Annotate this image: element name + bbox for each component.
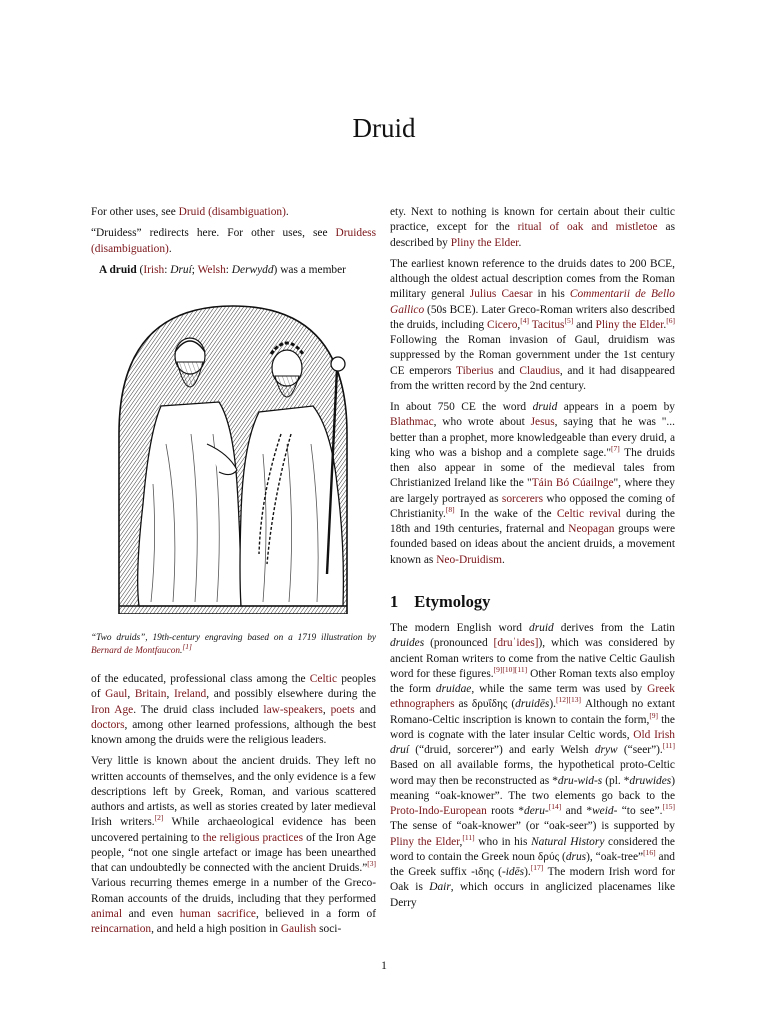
religious-practices-link[interactable]: the religious practices (202, 831, 304, 844)
tacitus-link[interactable]: Tacitus (531, 318, 565, 331)
celtic-link[interactable]: Celtic (309, 673, 337, 685)
ref-2[interactable]: [2] (154, 813, 164, 823)
ref-16[interactable]: [16] (643, 847, 656, 857)
paragraph-little-known: Very little is known about the ancient druids. They left no written accounts of themselves, and the only evidence is a few descriptions left by Greek, Roman, and various scattered authors and artists, as well as stories created by later medieval Irish writers.[2] While archaeological evidence has been uncovered pertaining to the religious practices of the Iron Age people, “not one single artefact or image has been unearthed that can undoubtedly be connected with the ancient Druids.”[3] Various recurring themes emerge in a number of the Greco-Roman accounts of the druids, including that they performed animal and even human sacrifice, believed in a form of reincarnation, and held a high position in Gaulish soci- (91, 755, 376, 935)
gaul-link[interactable]: Gaul (105, 688, 128, 701)
hatnote: For other uses, see Druid (disambiguation). (91, 206, 289, 218)
druid-disambiguation-link[interactable]: Druid (disambiguation) (178, 206, 286, 218)
doctors-link[interactable]: doctors (91, 718, 125, 731)
tiberius-link[interactable]: Tiberius (456, 364, 494, 377)
ref-15[interactable]: [15] (662, 802, 675, 812)
julius-caesar-link[interactable]: Julius Caesar (469, 288, 533, 301)
ref-14[interactable]: [14] (548, 802, 562, 812)
two-druids-engraving (91, 284, 376, 614)
ref-8[interactable]: [8] (445, 504, 455, 514)
welsh-link[interactable]: Welsh (197, 263, 226, 276)
ref-4[interactable]: [4] (520, 315, 530, 325)
cicero-link[interactable]: Cicero (487, 318, 518, 331)
law-speakers-link[interactable]: law-speakers (263, 703, 323, 716)
page-title: Druid (352, 113, 416, 143)
druids-engraving-image (91, 284, 376, 614)
ref-11[interactable]: [11] (662, 741, 675, 751)
pliny-link[interactable]: Pliny the Elder (450, 236, 519, 249)
greek-ethnographers-link[interactable]: Greek ethnographers (390, 683, 675, 711)
montfaucon-link[interactable]: Bernard de Montfaucon (91, 645, 180, 656)
poets-link[interactable]: poets (330, 703, 355, 716)
figure-caption: “Two druids”, 19th-century engraving based on a 1719 illustration by Bernard de Montfaucon.[1] (91, 633, 376, 656)
celtic-revival-link[interactable]: Celtic revival (556, 507, 621, 520)
right-column (390, 205, 675, 917)
reincarnation-link[interactable]: reincarnation (91, 923, 152, 935)
ireland-link[interactable]: Ireland (173, 688, 207, 701)
paragraph-earliest-reference: The earliest known reference to the druids dates to 200 BCE, although the oldest actual description comes from the Roman military general Julius Caesar in his Commentarii de Bello Gallico (50s BCE). Later Greco-Roman writers also described the druids, including Cicero,[4] Tacitus[5] and Pliny the Elder.[6] Following the Roman invasion of Gaul, druidism was suppressed by the Roman government under the 1st century CE emperors Tiberius and Claudius, and it had disappeared from the written record by the 2nd century. (390, 257, 675, 392)
ref-11b[interactable]: [11] (462, 832, 475, 842)
left-column (91, 205, 376, 943)
irish-link[interactable]: Irish (143, 263, 165, 276)
ref-9b[interactable]: [9] (649, 710, 659, 720)
pronunciation-link[interactable]: [druˈides] (493, 637, 539, 650)
hatnote-druidess: “Druidess” redirects here. For other uses, see Druidess (disambiguation). (91, 227, 376, 255)
gaulish-link[interactable]: Gaulish (280, 923, 317, 935)
pie-link[interactable]: Proto-Indo-European (390, 805, 487, 817)
sorcerers-link[interactable]: sorcerers (501, 492, 544, 505)
neopagan-link[interactable]: Neopagan (568, 523, 615, 535)
page-number: 1 (381, 960, 387, 972)
pliny-link-2[interactable]: Pliny the Elder (595, 318, 664, 331)
paragraph-etymology: The modern English word druid derives from the Latin druides (pronounced [druˈides]), which was considered by ancient Roman writers to come from the native Celtic Gaulish word for these figures.[9][10][11] Other Roman texts also employ the form druidae, while the same term was used by Greek ethnographers as δρυΐδης (druidēs).[12][13] Although no extant Romano-Celtic inscription is known to contain the form,[9] the word is cognate with the later insular Celtic words, Old Irish druí (“druid, sorcerer”) and early Welsh dryw (“seer”).[11] Based on all available forms, the hypothetical proto-Celtic word may then be reconstructed as *dru-wid-s (pl. *druwides) meaning “oak-knower”. The two elements go back to the Proto-Indo-European roots *deru-[14] and *weid- “to see”.[15] The sense of “oak-knower” (or “oak-seer”) is supported by Pliny the Elder,[11] who in his Natural History considered the word to contain the Greek noun δρύς (drus), “oak-tree”[16] and the Greek suffix -ιδης (-idēs).[17] The modern Irish word for Oak is Dair, which occurs in anglicized placenames like Derry (390, 622, 676, 909)
oak-mistletoe-link[interactable]: ritual of oak and mistletoe (517, 221, 658, 234)
druidess-disambiguation-link[interactable]: Druidess (disambiguation) (91, 227, 376, 255)
claudius-link[interactable]: Claudius (519, 364, 560, 377)
ref-3[interactable]: [3] (367, 859, 376, 869)
old-irish-link[interactable]: Old Irish (633, 728, 675, 741)
ref-17[interactable]: [17] (530, 863, 544, 873)
paragraph-cultic-practice: ety. Next to nothing is known for certain about their cultic practice, except for the ritual of oak and mistletoe as described by Pliny the Elder. (390, 206, 675, 249)
human-sacrifice-link[interactable]: human sacrifice (179, 907, 256, 920)
ref-12-13[interactable]: [12][13] (556, 695, 581, 705)
commentarii-link[interactable]: Commentarii de Bello Gallico (390, 288, 675, 316)
ref-1[interactable]: [1] (182, 641, 192, 651)
neo-druidism-link[interactable]: Neo-Druidism (436, 553, 503, 566)
iron-age-link[interactable]: Iron Age (91, 703, 134, 716)
intro-line: A druid (Irish: Druí; Welsh: Derwydd) was a member (99, 263, 346, 276)
jesus-link[interactable]: Jesus (530, 416, 555, 429)
ref-5[interactable]: [5] (564, 315, 574, 325)
animal-link[interactable]: animal (91, 907, 122, 920)
intro-paragraph-continued: of the educated, professional class among the Celtic peoples of Gaul, Britain, Ireland, and possibly elsewhere during the Iron Age. The druid class included law-speakers, poets and doctors, among other learned professions, although the best known among the druids were the religious leaders. (91, 673, 377, 746)
ref-7[interactable]: [7] (611, 443, 620, 453)
pliny-link-3[interactable]: Pliny the Elder (390, 835, 460, 848)
tain-bo-cuailnge-link[interactable]: Táin Bó Cúailnge (531, 477, 614, 490)
blathmac-link[interactable]: Blathmac (390, 416, 434, 429)
section-heading-etymology: 1 Etymology (390, 591, 491, 611)
britain-link[interactable]: Britain (134, 688, 167, 701)
right-druid-robe (240, 406, 343, 606)
paragraph-750-ce: In about 750 CE the word druid appears in a poem by Blathmac, who wrote about Jesus, saying that he was "... better than a prophet, more knowledgeable than every druid, a king who was a bishop and a complete sage."[7] The druids then also appear in some of the medieval tales from Christianized Ireland like the "Táin Bó Cúailnge", where they are largely portrayed as sorcerers who opposed the coming of Christianity.[8] In the wake of the Celtic revival during the 18th and 19th centuries, fraternal and Neopagan groups were founded based on ideas about the ancient druids, a movement known as Neo-Druidism. (390, 401, 675, 566)
ref-6[interactable]: [6] (666, 315, 675, 325)
ref-9-10-11[interactable]: [9][10][11] (493, 664, 528, 674)
